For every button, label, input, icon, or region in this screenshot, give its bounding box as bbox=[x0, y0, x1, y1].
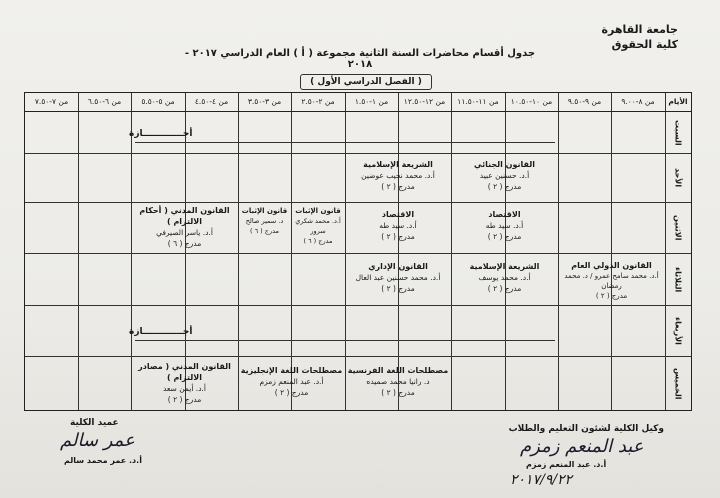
teacher: أ.د. محمد شكري سرور bbox=[295, 217, 341, 235]
time-header: من ٣-٣.٥٠ bbox=[247, 97, 282, 106]
room: مدرج ( ٢ ) bbox=[381, 284, 415, 293]
grid-line bbox=[558, 93, 559, 410]
room: مدرج ( ٢ ) bbox=[487, 232, 522, 241]
session-cell bbox=[238, 206, 291, 236]
session-cell bbox=[451, 209, 558, 242]
signature-date: ٢٠١٧/٩/٢٢ bbox=[510, 472, 573, 488]
subject: القانون الإداري bbox=[368, 262, 428, 271]
day-thursday: الخميس bbox=[673, 368, 683, 400]
room: مدرج ( ٢ ) bbox=[381, 232, 415, 241]
teacher: أ.د. حسنين عبيد bbox=[479, 171, 530, 180]
session-cell bbox=[451, 261, 558, 294]
subject: مصطلحات اللغة الفرنسية bbox=[347, 366, 449, 375]
grid-line bbox=[25, 253, 691, 254]
teacher: أ.د. سيد طه bbox=[485, 221, 524, 230]
subject: مصطلحات اللغة الإنجليزية bbox=[240, 366, 343, 375]
subject: القانون الدولي العام bbox=[571, 261, 652, 270]
time-header: من ٧-٧.٥٠ bbox=[34, 97, 69, 106]
session-cell bbox=[451, 159, 558, 192]
teacher: أ.د. محمد يوسف bbox=[478, 273, 531, 282]
teacher: أ.د. محمد حسنين عبد العال bbox=[355, 273, 441, 282]
time-header: من ١٠-١٠.٥٠ bbox=[510, 97, 553, 106]
schedule-table bbox=[24, 92, 692, 411]
time-header: من ١-١.٥٠ bbox=[354, 97, 389, 106]
vice-dean-block bbox=[509, 424, 664, 434]
vice-dean-title: وكيل الكلية لشئون التعليم والطلاب bbox=[508, 424, 664, 434]
holiday-label-wednesday: أجـــــــــــــازة bbox=[129, 327, 193, 337]
room: مدرج ( ٢ ) bbox=[381, 182, 415, 191]
room: مدرج ( ٢ ) bbox=[487, 182, 522, 191]
teacher: أ.د. محمد نجيب عوضين bbox=[361, 171, 435, 180]
grid-line bbox=[611, 93, 612, 410]
dean-title: عميد الكلية bbox=[70, 418, 119, 428]
subject: القانون المدني ( مصادر الالتزام ) bbox=[138, 362, 231, 382]
dean-name: أ.د. عمر محمد سالم bbox=[64, 456, 142, 465]
room: مدرج ( ٢ ) bbox=[274, 388, 309, 397]
room: مدرج ( ٢ ) bbox=[381, 388, 415, 397]
subject: الاقتصاد bbox=[488, 210, 521, 219]
teacher: د. سمير صالح bbox=[245, 217, 284, 225]
subject: قانون الإثبات bbox=[295, 207, 341, 215]
teacher: د. رانيا محمد صميده bbox=[366, 377, 430, 386]
teacher: أ.د. عبد المنعم زمزم bbox=[259, 377, 324, 386]
teacher: أ.د. محمد سامح عمرو / د. محمد رمضان bbox=[564, 272, 659, 290]
dean-signature: عمر سالم bbox=[60, 430, 135, 451]
room: مدرج ( ٦ ) bbox=[249, 227, 279, 235]
day-sunday: الأحد bbox=[673, 168, 683, 188]
holiday-line bbox=[135, 340, 555, 341]
day-wednesday: الأربعاء bbox=[673, 317, 683, 345]
session-cell bbox=[345, 209, 451, 242]
time-header: من ٤-٤.٥٠ bbox=[194, 97, 229, 106]
session-cell bbox=[131, 205, 238, 249]
room: مدرج ( ٢ ) bbox=[167, 395, 202, 404]
university-name: جامعة القاهرة bbox=[601, 23, 678, 36]
days-header: الأيام bbox=[668, 97, 688, 106]
teacher: أ.د. أيمن سعد bbox=[162, 384, 206, 393]
grid-line bbox=[25, 153, 691, 154]
grid-line bbox=[25, 202, 691, 203]
room: مدرج ( ٦ ) bbox=[303, 237, 333, 245]
grid-line bbox=[25, 305, 691, 306]
session-cell bbox=[345, 159, 451, 192]
time-header: من ١١-١١.٥٠ bbox=[457, 97, 499, 106]
room: مدرج ( ٦ ) bbox=[167, 239, 202, 248]
session-cell bbox=[291, 206, 345, 246]
time-header: من ٩-٩.٥٠ bbox=[567, 97, 602, 106]
holiday-line bbox=[135, 142, 555, 143]
session-cell bbox=[558, 261, 665, 301]
teacher: أ.د. ياسر الصيرفي bbox=[156, 228, 213, 237]
subject: الشريعة الإسلامية bbox=[469, 262, 540, 271]
day-tuesday: الثلاثاء bbox=[673, 266, 683, 293]
subject: قانون الإثبات bbox=[241, 207, 288, 215]
time-header: من ٨-٩.٠٠ bbox=[621, 97, 655, 106]
subject: الشريعة الإسلامية bbox=[363, 160, 433, 169]
teacher: أ.د. سيد طه bbox=[379, 221, 417, 230]
faculty-name: كلية الحقوق bbox=[611, 38, 678, 51]
room: مدرج ( ٢ ) bbox=[595, 292, 628, 300]
time-header: من ٢-٢.٥٠ bbox=[301, 97, 335, 106]
day-monday: الاثنين bbox=[673, 215, 683, 241]
time-header: من ١٢-١٢.٥٠ bbox=[403, 97, 446, 106]
grid-line bbox=[78, 93, 79, 410]
holiday-label-saturday: أجـــــــــــــازة bbox=[129, 129, 193, 139]
vice-dean-signature: عبد المنعم زمزم bbox=[520, 436, 644, 457]
subject: القانون الجنائي bbox=[473, 160, 536, 169]
time-header: من ٥-٥.٥٠ bbox=[141, 97, 175, 106]
document-title: جدول أقسام محاضرات السنة الثانية مجموعة ( أ ) العام الدراسي ٢٠١٧ - ٢٠١٨ bbox=[184, 48, 536, 70]
time-header: من ٦-٦.٥٠ bbox=[87, 97, 122, 106]
letterhead bbox=[602, 22, 679, 52]
room: مدرج ( ٢ ) bbox=[487, 284, 522, 293]
session-cell bbox=[345, 261, 451, 294]
day-saturday: السبت bbox=[673, 120, 683, 146]
vice-dean-name: أ.د. عبد المنعم زمزم bbox=[526, 460, 607, 469]
grid-line bbox=[25, 111, 691, 112]
dean-block bbox=[70, 418, 119, 428]
subject: الاقتصاد bbox=[381, 210, 415, 219]
grid-line bbox=[505, 93, 506, 410]
subject: القانون المدني ( أحكام الالتزام ) bbox=[139, 206, 230, 226]
semester-label: ( الفصل الدراسي الأول ) bbox=[300, 74, 432, 90]
grid-line bbox=[131, 356, 451, 411]
grid-line bbox=[451, 93, 452, 410]
